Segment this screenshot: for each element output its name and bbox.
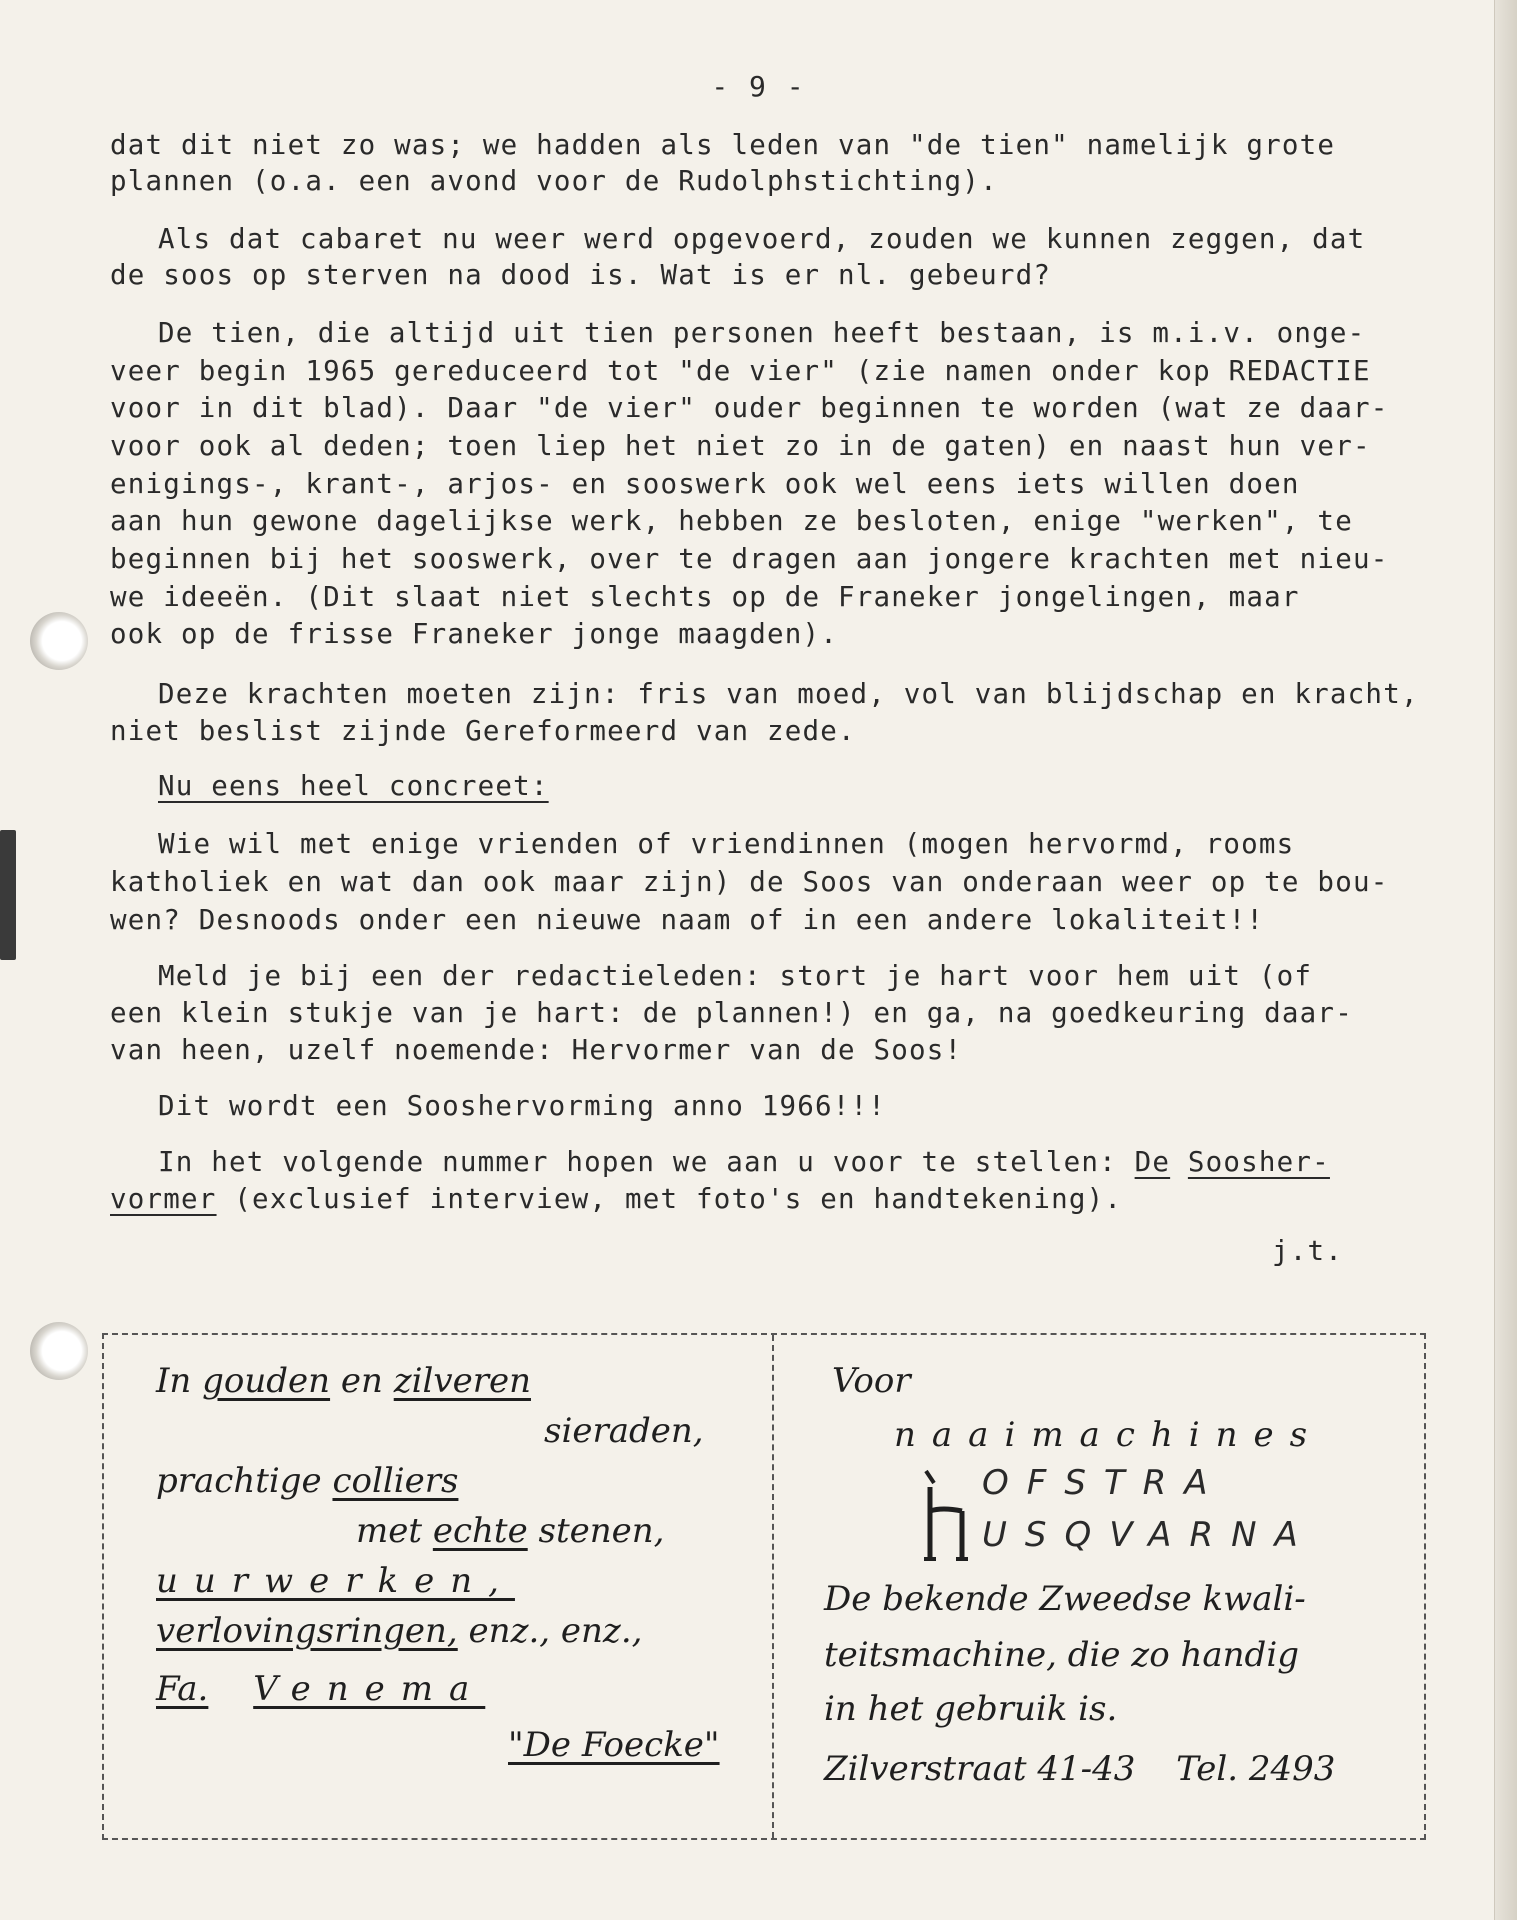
binder-hole-upper xyxy=(30,612,88,670)
ad-line: in het gebruik is. xyxy=(824,1689,1118,1729)
article-line: plannen (o.a. een avond voor de Rudolphstichting). xyxy=(110,165,998,197)
ad-line xyxy=(824,1749,1335,1789)
ad-word: stenen, xyxy=(538,1511,665,1551)
ad-word: gouden xyxy=(202,1361,331,1401)
article-line: voor in dit blad). Daar "de vier" ouder beginnen te worden (wat ze daar- xyxy=(110,392,1389,424)
binder-mark xyxy=(0,830,16,960)
ad-line xyxy=(156,1361,531,1401)
ad-line xyxy=(156,1611,642,1651)
section-heading: Nu eens heel concreet: xyxy=(158,770,549,802)
article-line: Als dat cabaret nu weer werd opgevoerd, zouden we kunnen zeggen, dat xyxy=(158,223,1366,255)
ad-word: Fa. xyxy=(156,1669,209,1709)
article-line: katholiek en wat dan ook maar zijn) de Soos van onderaan weer op te bou- xyxy=(110,866,1389,898)
article-line: voor ook al deden; toen liep het niet zo in de gaten) en naast hun ver- xyxy=(110,430,1371,462)
ad-line: naaimachines xyxy=(894,1415,1324,1455)
ad-word: met xyxy=(356,1511,423,1551)
ad-word: Venema xyxy=(253,1669,486,1709)
ad-line: "De Foecke" xyxy=(508,1725,720,1765)
h-logo-icon xyxy=(922,1467,970,1567)
ad-line: sieraden, xyxy=(544,1411,704,1451)
article-line xyxy=(158,1144,1330,1181)
article-line: dat dit niet zo was; we hadden als leden van "de tien" namelijk grote xyxy=(110,129,1336,161)
article-line: De tien, die altijd uit tien personen heeft bestaan, is m.i.v. onge- xyxy=(158,317,1366,349)
article-line: we ideeën. (Dit slaat niet slechts op de Franeker jongelingen, maar xyxy=(110,581,1300,613)
page-edge xyxy=(1494,0,1517,1920)
article-line: veer begin 1965 gereduceerd tot "de vier" (zie namen onder kop REDACTIE xyxy=(110,355,1371,387)
ad-word: prachtige xyxy=(156,1461,322,1501)
ad-line: De bekende Zweedse kwali- xyxy=(824,1579,1306,1619)
article-line: beginnen bij het sooswerk, over te dragen aan jongere krachten met nieu- xyxy=(110,543,1389,575)
article-line: Meld je bij een der redactieleden: stort je hart voor hem uit (of xyxy=(158,960,1313,992)
article-line: Dit wordt een Sooshervorming anno 1966!!! xyxy=(158,1090,887,1122)
article-text: (exclusief interview, met foto's en handtekening). xyxy=(216,1183,1123,1215)
ad-word: en xyxy=(340,1361,383,1401)
article-line: de soos op sterven na dood is. Wat is er nl. gebeurd? xyxy=(110,259,1052,291)
ad-line xyxy=(156,1669,485,1709)
article-line: een klein stukje van je hart: de plannen!) en ga, na goedkeuring daar- xyxy=(110,997,1353,1029)
article-line: niet beslist zijnde Gereformeerd van zede. xyxy=(110,715,856,747)
ad-line xyxy=(156,1461,458,1501)
ad-word: echte xyxy=(432,1511,528,1551)
ad-address: Zilverstraat 41-43 xyxy=(824,1749,1136,1789)
ad-line: Voor xyxy=(832,1361,911,1401)
author-initials: j.t. xyxy=(1272,1235,1344,1267)
ad-word: zilveren xyxy=(393,1361,531,1401)
advertisement-box xyxy=(102,1333,1426,1840)
article-line xyxy=(110,1181,1122,1218)
article-text: In het volgende nummer hopen we aan u voor te stellen: xyxy=(158,1146,1135,1178)
article-line: Deze krachten moeten zijn: fris van moed, vol van blijdschap en kracht, xyxy=(158,678,1419,710)
ad-word: In xyxy=(156,1361,192,1401)
article-emphasis: vormer xyxy=(110,1183,217,1215)
article-line: enigings-, krant-, arjos- en sooswerk ook wel eens iets willen doen xyxy=(110,468,1300,500)
ad-word: enz., enz., xyxy=(468,1611,643,1651)
page-number: - 9 - xyxy=(711,70,806,103)
ad-line: OFSTRA xyxy=(982,1463,1226,1503)
article-line: aan hun gewone dagelijkse werk, hebben ze besloten, enige "werken", te xyxy=(110,505,1353,537)
binder-hole-lower xyxy=(30,1322,88,1380)
article-emphasis: De xyxy=(1134,1146,1171,1178)
article-line: ook op de frisse Franeker jonge maagden). xyxy=(110,618,839,650)
article-line: Wie wil met enige vrienden of vriendinnen (mogen hervormd, rooms xyxy=(158,828,1295,860)
article-line: wen? Desnoods onder een nieuwe naam of in een andere lokaliteit!! xyxy=(110,904,1265,936)
ad-word: colliers xyxy=(332,1461,459,1501)
ad-divider xyxy=(772,1335,774,1838)
article-emphasis: Soosher- xyxy=(1187,1146,1330,1178)
ad-line: teitsmachine, die zo handig xyxy=(824,1635,1299,1675)
ad-line: uurwerken, xyxy=(156,1561,515,1601)
ad-phone: Tel. 2493 xyxy=(1176,1749,1336,1789)
ad-word: verlovingsringen, xyxy=(156,1611,458,1651)
ad-line: USQVARNA xyxy=(982,1515,1316,1555)
article-line: van heen, uzelf noemende: Hervormer van de Soos! xyxy=(110,1034,963,1066)
ad-line xyxy=(356,1511,664,1551)
